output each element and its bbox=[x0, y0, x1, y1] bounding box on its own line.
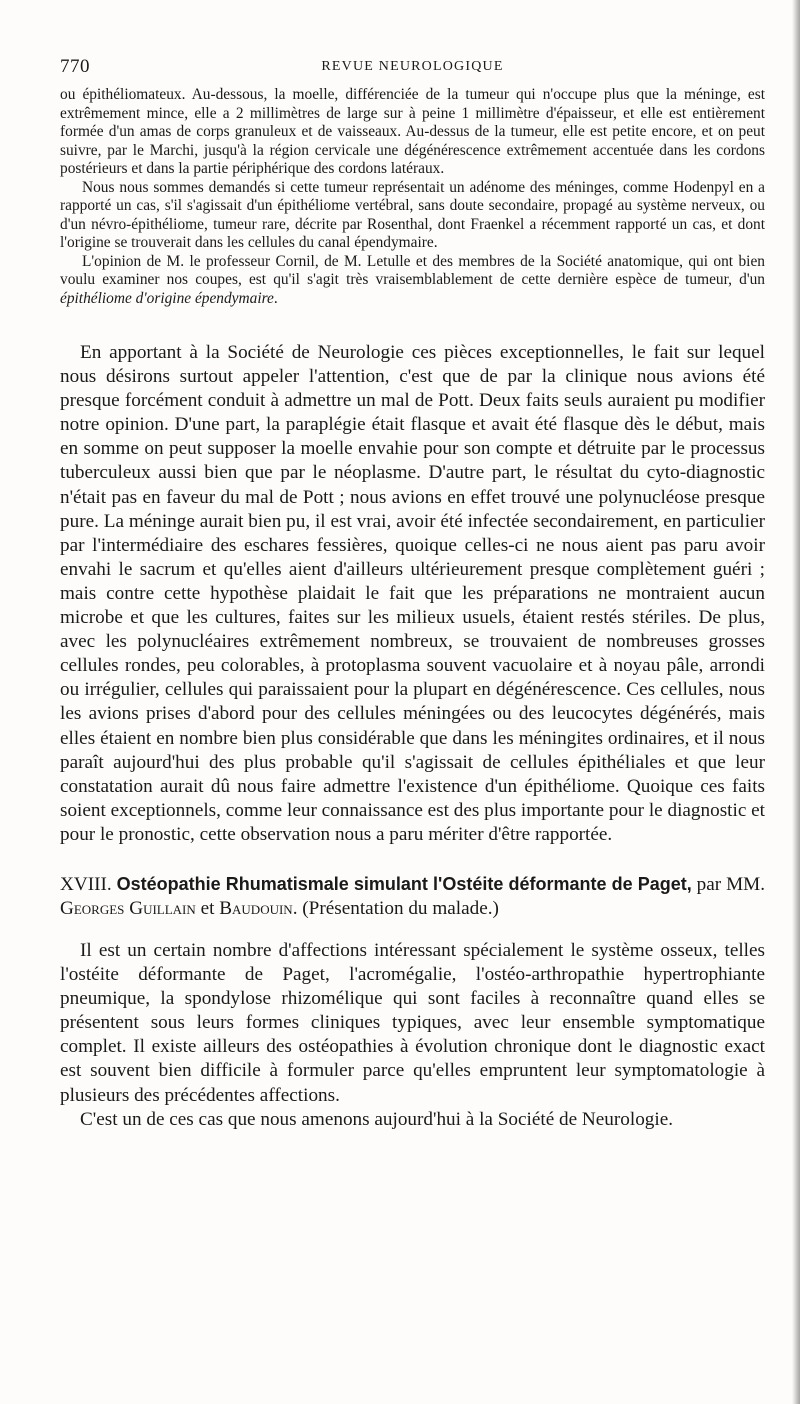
section-and: et bbox=[200, 897, 215, 919]
opinion-italic: épithéliome d'origine épendymaire bbox=[60, 289, 274, 307]
opinion-text: L'opinion de M. le professeur Cornil, de M. Letulle et des membres de la Société anatomique, qui ont bien voulu examiner nos coupes, est qu'il s'agit très vraisemblablement de cette dernière espèce de tumeur, d'un bbox=[60, 252, 765, 288]
section-by: par MM. bbox=[696, 873, 766, 895]
opinion-end: . bbox=[273, 289, 278, 307]
section-number: XVIII. bbox=[60, 873, 112, 895]
small-paragraph-continued: ou épithéliomateux. Au-dessous, la moelle, différenciée de la tumeur qui n'occupe plus que la méninge, est extrêmement mince, elle a 2 millimètres de large sur à peine 1 millimètre d'épaisseur, et elle est entièrement formée d'un amas de corps granuleux et de vaisseaux. Au-dessus de la tumeur, elle est petite encore, et on peut suivre, par le Marchi, jusqu'à la région cervicale une dégénérescence extrêmement accentuée dans les cordons postérieurs et dans la partie périphérique des cordons latéraux. bbox=[60, 86, 765, 177]
page bbox=[60, 56, 765, 1132]
section-paragraph-1: Il est un certain nombre d'affections intéressant spécialement le système osseux, telles l'ostéite déformante de Paget, l'acromégalie, l'ostéo-arthropathie hypertrophiante pneumique, la spondylose rhizomélique qui sont faciles à reconnaître quand elles se présentent sous leurs formes cliniques typiques, avec leur ensemble symptomatique complet. Il existe ailleurs des ostéopathies à évolution chronique dont le diagnostic exact est souvent bien difficile à formuler parce qu'elles empruntent leur symptomatologie à plusieurs des précédentes affections. bbox=[60, 939, 765, 1106]
page-edge-shadow bbox=[792, 0, 800, 1404]
small-paragraph-tumor-hypotheses: Nous nous sommes demandés si cette tumeur représentait un adénome des méninges, comme Hodenpyl en a rapporté un cas, s'il s'agissait d'un épithéliome vertébral, sans doute secondaire, propagé au système nerveux, ou d'un névro-épithéliome, tumeur rare, décrite par Rosenthal, dont Fraenkel a récemment rapporté un cas, et dont l'origine se trouverait dans les cellules du canal épendymaire. bbox=[60, 178, 765, 251]
running-head bbox=[60, 56, 765, 86]
section-author-2: Baudouin. bbox=[219, 897, 298, 919]
section-note: (Présentation du malade.) bbox=[302, 897, 499, 919]
small-paragraph-opinion bbox=[60, 253, 765, 309]
section-heading bbox=[60, 872, 765, 921]
section-title: Ostéopathie Rhumatismale simulant l'Ostéite déformante de Paget, bbox=[116, 873, 692, 894]
section-paragraph-2: C'est un de ces cas que nous amenons aujourd'hui à la Société de Neurologie. bbox=[80, 1108, 674, 1130]
journal-title: REVUE NEUROLOGIQUE bbox=[321, 59, 504, 74]
section-author-1: Georges Guillain bbox=[60, 897, 196, 919]
main-paragraph: En apportant à la Société de Neurologie ces pièces exceptionnelles, le fait sur lequel nous désirons surtout appeler l'attention, c'est que de par la clinique nous avions été presque forcément conduit à admettre un mal de Pott. Deux faits seuls auraient pu modifier notre opinion. D'une part, la paraplégie était flasque et avait été flasque dès le début, mais en somme on peut supposer la moelle envahie pour son compte et détruite par le processus tuberculeux aussi bien que par le néoplasme. D'autre part, le résultat du cyto-diagnostic n'était pas en faveur du mal de Pott ; nous avions en effet trouvé une polynucléose presque pure. La méninge aurait bien pu, il est vrai, avoir été infectée secondairement, en particulier par l'intermédiaire des eschares fessières, quoique celles-ci ne nous aient pas paru avoir envahi le sacrum et qu'elles aient d'ailleurs ultérieurement presque complètement guéri ; mais contre cette hypothèse plaidait le fait que les préparations ne montraient aucun microbe et que les cultures, faites sur les milieux usuels, étaient restés stériles. De plus, avec les polynucléaires extrêmement nombreux, se trouvaient de nombreuses grosses cellules rondes, peu colorables, à protoplasma souvent vacuolaire et à noyau pâle, arrondi ou irrégulier, cellules qui paraissaient pour la plupart en dégénérescence. Ces cellules, nous les avions prises d'abord pour des cellules méningées ou des leucocytes dégénérés, mais elles étaient en nombre bien plus considérable que dans les méningites ordinaires, et il nous paraît aujourd'hui des plus probable qu'il s'agissait de cellules épithéliales et que leur constatation aurait dû nous faire admettre l'existence d'un épithéliome. Quoique ces faits soient exceptionnels, comme leur connaissance est des plus importante pour le diagnostic et pour le pronostic, cette observation nous a paru mériter d'être rapportée. bbox=[60, 342, 765, 845]
page-number: 770 bbox=[60, 56, 90, 77]
